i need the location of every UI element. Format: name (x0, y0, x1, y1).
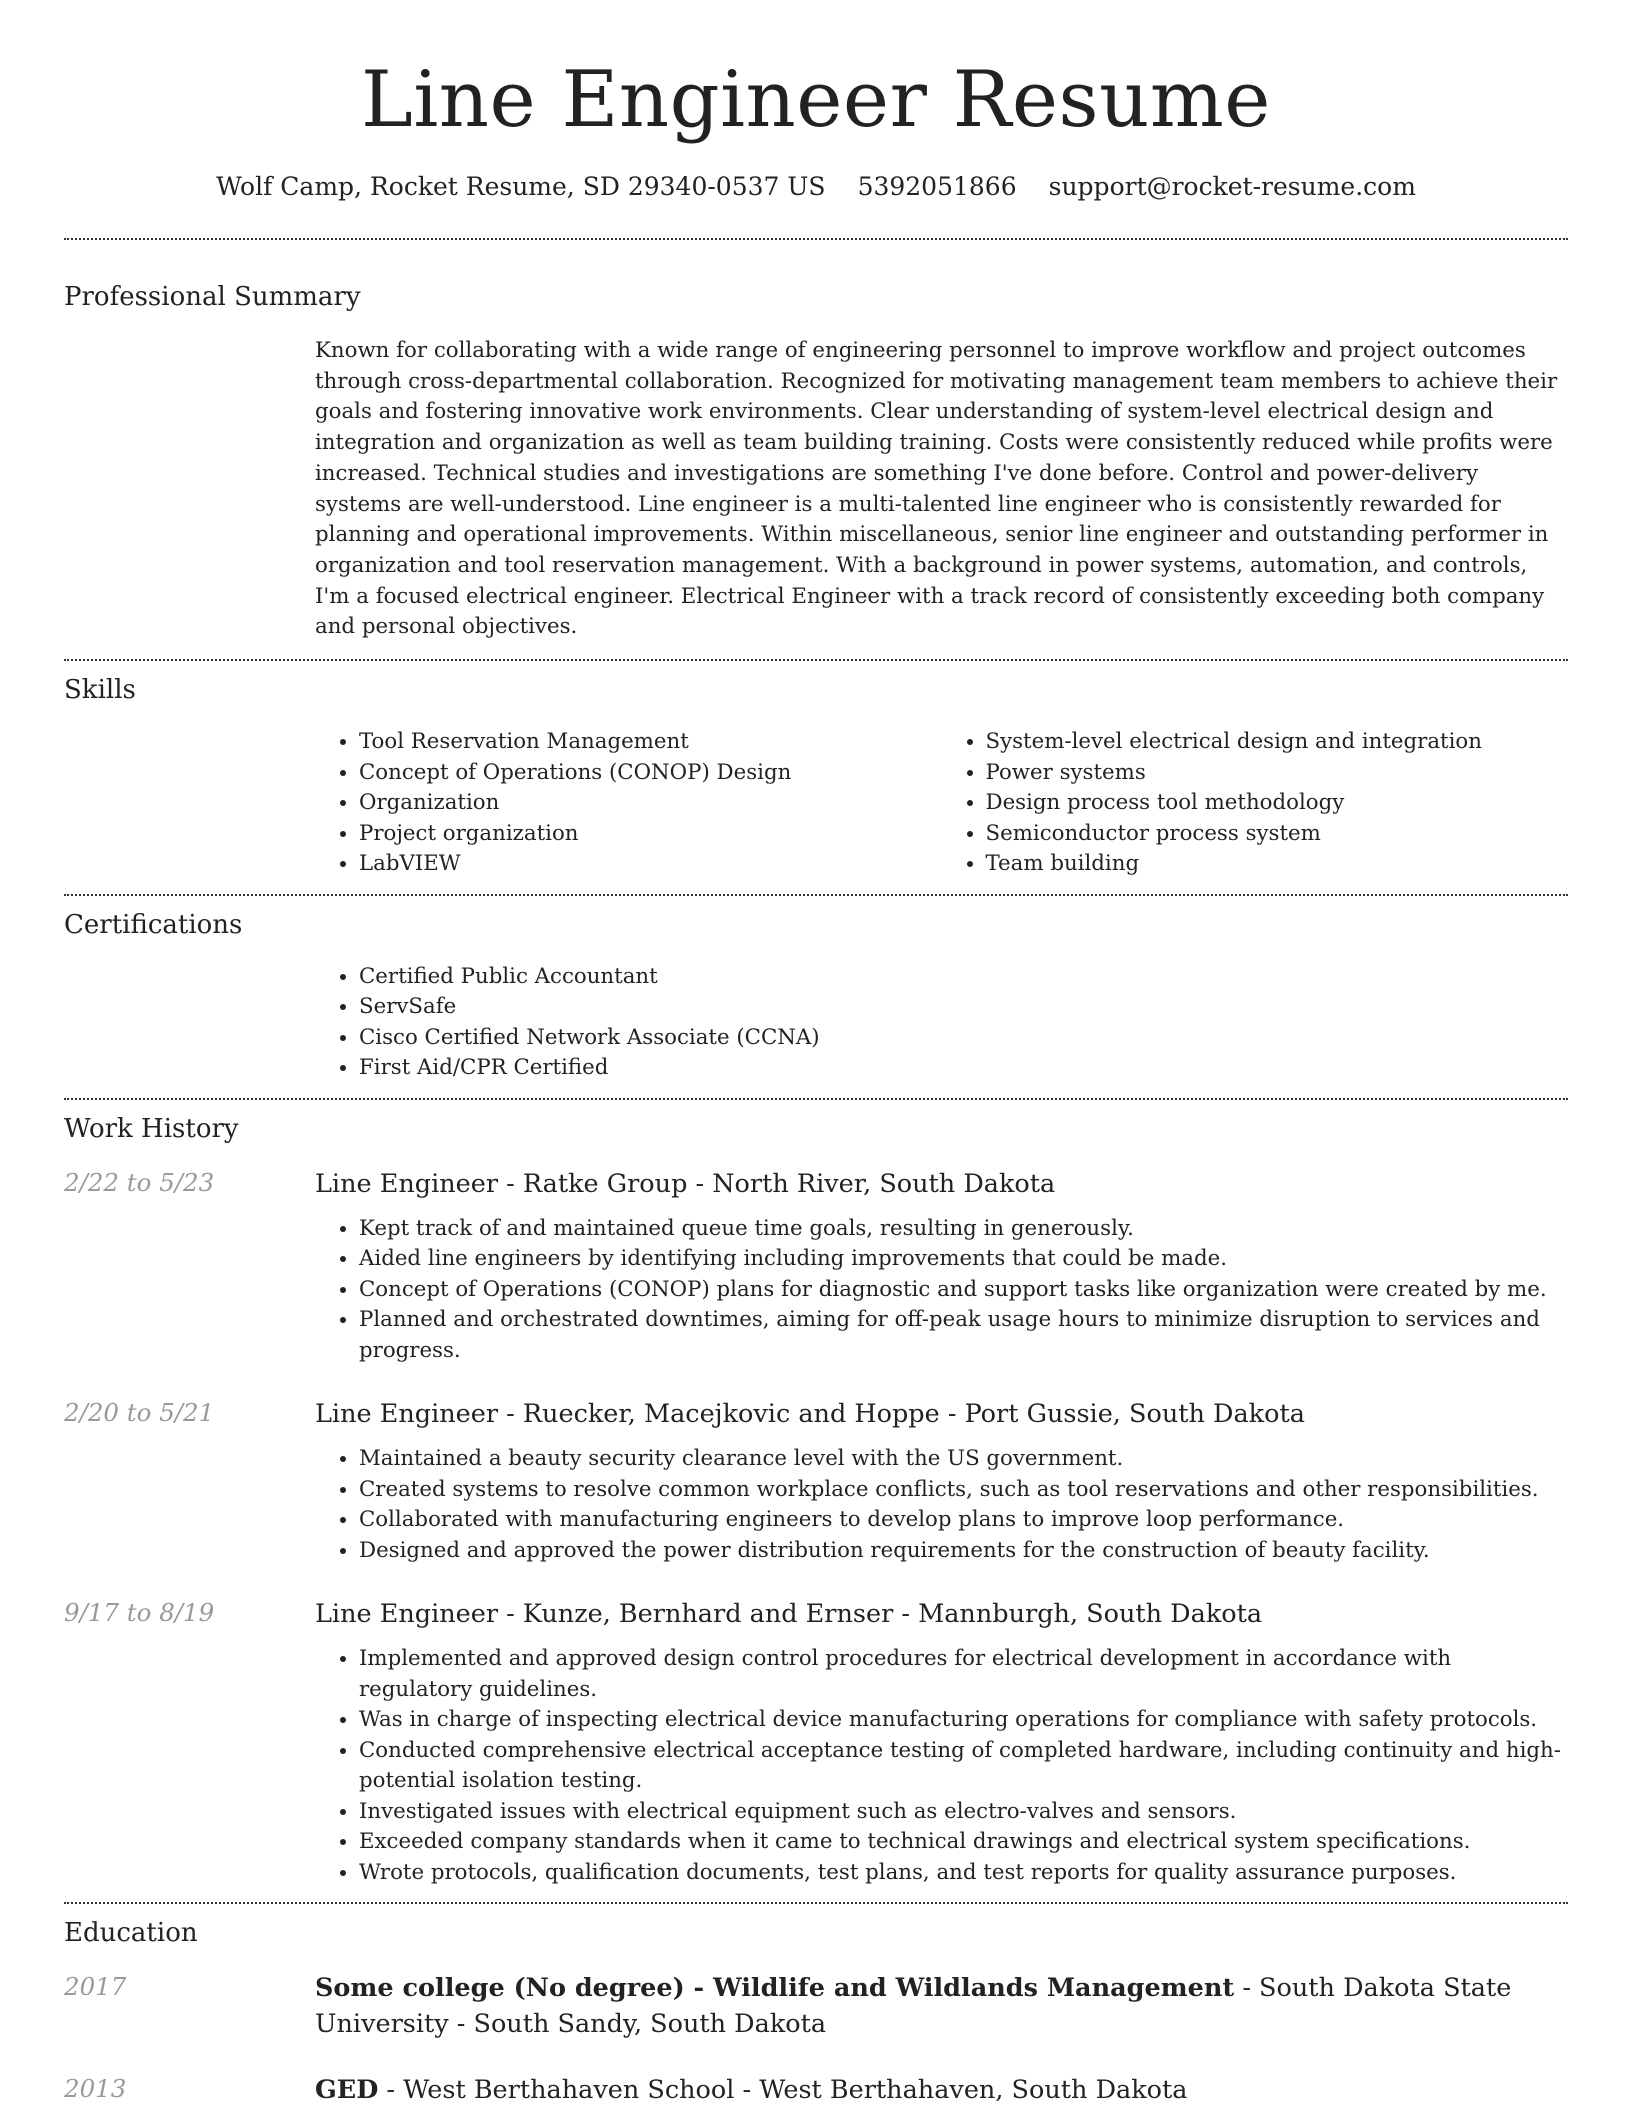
education-year: 2017 (64, 1972, 127, 2002)
separator: - (498, 1399, 523, 1430)
contact-address: Wolf Camp, Rocket Resume, SD 29340-0537 US (216, 172, 826, 201)
separator: - (1234, 1973, 1260, 2004)
education-degree: Some college (No degree) - Wildlife and Wildlands Management (315, 1973, 1235, 2004)
skills-list-right (942, 727, 1569, 880)
contact-line (64, 170, 1568, 204)
job-bullet: • Investigated issues with electrical equipment such as electro-valves and sensors. (359, 1797, 1568, 1828)
skill-item: • Project organization (359, 819, 942, 850)
job-company: Ruecker, Macejkovic and Hoppe (522, 1399, 940, 1430)
education-school: South Dakota State University (315, 1973, 1512, 2040)
job-title (315, 1596, 1568, 1632)
job-details (315, 1396, 1568, 1566)
work-history-heading: Work History (64, 1113, 239, 1144)
skill-item: • Team building (986, 849, 1569, 880)
job-dates: 2/20 to 5/21 (64, 1398, 215, 1428)
job-bullet: • Maintained a beauty security clearance level with the US government. (359, 1444, 1568, 1475)
separator: - (498, 1599, 523, 1630)
page-title: Line Engineer Resume (361, 55, 1271, 145)
divider (64, 238, 1568, 240)
job-bullet: • Exceeded company standards when it came to technical drawings and electrical system specifications. (359, 1827, 1568, 1858)
job-bullets (315, 1644, 1568, 1888)
job-bullet: • Was in charge of inspecting electrical device manufacturing operations for compliance with safety protocols. (359, 1705, 1568, 1736)
job-title (315, 1396, 1568, 1432)
skill-item: • System-level electrical design and integration (986, 727, 1569, 758)
job-bullet: • Kept track of and maintained queue time goals, resulting in generously. (359, 1214, 1568, 1245)
skills-section (64, 661, 1568, 894)
job-company: Kunze, Bernhard and Ernser (522, 1599, 894, 1630)
summary-text: Known for collaborating with a wide range of engineering personnel to improve workflow and project outcomes through cross-departmental collaboration. Recognized for motivating management team members to achieve their goals and fostering innovative work environments. Clear understanding of system-level electrical design and integration and organization as well as team building training. Costs were consistently reduced while profits were increased. Technical studies and investigations are something I've done before. Control and power-delivery systems are well-understood. Line engineer is a multi-talented line engineer who is consistently rewarded for planning and operational improvements. Within miscellaneous, senior line engineer and outstanding performer in organization and tool reservation management. With a background in power systems, automation, and controls, I'm a focused electrical engineer. Electrical Engineer with a track record of consistently exceeding both company and personal objectives. (315, 338, 1558, 640)
skills-columns (315, 727, 1568, 880)
summary-section (64, 280, 1568, 659)
job-bullet: • Created systems to resolve common workplace conflicts, such as tool reservations and other responsibilities. (359, 1475, 1568, 1506)
skills-list-left (315, 727, 942, 880)
certification-item: • First Aid/CPR Certified (359, 1053, 1568, 1084)
job-bullet: • Wrote protocols, qualification documents, test plans, and test reports for quality assurance purposes. (359, 1858, 1568, 1889)
education-entry (64, 1970, 1568, 2042)
job-entry (64, 1396, 1568, 1566)
skills-heading: Skills (64, 675, 136, 706)
certifications-list (315, 962, 1568, 1084)
certification-item: • Certified Public Accountant (359, 962, 1568, 993)
job-location: Port Gussie, South Dakota (964, 1399, 1305, 1430)
skill-item: • LabVIEW (359, 849, 942, 880)
education-title (315, 1970, 1568, 2042)
job-bullet: • Collaborated with manufacturing engineers to develop plans to improve loop performance. (359, 1505, 1568, 1536)
job-bullet: • Aided line engineers by identifying including improvements that could be made. (359, 1244, 1568, 1275)
education-details (315, 1970, 1568, 2042)
skill-item: • Organization (359, 788, 942, 819)
education-year: 2013 (64, 2074, 127, 2104)
education-details (315, 2072, 1568, 2108)
certification-item: • Cisco Certified Network Associate (CCNA) (359, 1023, 1568, 1054)
separator: - (378, 2075, 404, 2106)
job-title (315, 1166, 1568, 1202)
job-bullets (315, 1214, 1568, 1367)
separator: - (893, 1599, 919, 1630)
jobs-container (64, 1166, 1568, 1889)
skill-item: • Design process tool methodology (986, 788, 1569, 819)
job-entry (64, 1596, 1568, 1888)
certifications-section (64, 896, 1568, 1098)
job-bullet: • Concept of Operations (CONOP) plans for diagnostic and support tasks like organization were created by me. (359, 1275, 1568, 1306)
job-bullet: • Designed and approved the power distribution requirements for the construction of beauty facility. (359, 1536, 1568, 1567)
job-role: Line Engineer (315, 1399, 499, 1430)
separator: - (448, 2009, 474, 2040)
skill-item: • Concept of Operations (CONOP) Design (359, 758, 942, 789)
separator: - (734, 2075, 760, 2106)
skill-item: • Semiconductor process system (986, 819, 1569, 850)
certifications-heading: Certifications (64, 909, 243, 940)
job-details (315, 1596, 1568, 1888)
job-bullet: • Implemented and approved design control procedures for electrical development in accordance with regulatory guidelines. (359, 1644, 1568, 1705)
education-container (64, 1970, 1568, 2108)
job-role: Line Engineer (315, 1599, 499, 1630)
certifications-body (315, 962, 1568, 1084)
skill-item: • Tool Reservation Management (359, 727, 942, 758)
job-entry (64, 1166, 1568, 1367)
work-history-section (64, 1100, 1568, 1903)
education-title (315, 2072, 1568, 2108)
job-location: Mannburgh, South Dakota (918, 1599, 1263, 1630)
skill-item: • Power systems (986, 758, 1569, 789)
job-details (315, 1166, 1568, 1367)
job-company: Ratke Group (522, 1168, 688, 1199)
job-dates: 9/17 to 8/19 (64, 1598, 215, 1628)
contact-phone[interactable]: 5392051866 (857, 172, 1017, 201)
job-dates: 2/22 to 5/23 (64, 1167, 215, 1197)
education-location: West Berthahaven, South Dakota (759, 2075, 1188, 2106)
education-location: South Sandy, South Dakota (473, 2009, 827, 2040)
education-school: West Berthahaven School (403, 2075, 735, 2106)
separator: - (687, 1168, 713, 1199)
job-bullet: • Planned and orchestrated downtimes, aiming for off-peak usage hours to minimize disruption to services and progress. (359, 1305, 1568, 1366)
certification-item: • ServSafe (359, 992, 1568, 1023)
education-heading: Education (64, 1918, 198, 1949)
job-bullets (315, 1444, 1568, 1566)
job-location: North River, South Dakota (712, 1168, 1056, 1199)
job-role: Line Engineer (315, 1168, 499, 1199)
education-entry (64, 2072, 1568, 2108)
contact-email[interactable]: support@rocket-resume.com (1048, 172, 1416, 201)
separator: - (939, 1399, 965, 1430)
separator: - (498, 1168, 523, 1199)
summary-heading: Professional Summary (64, 282, 361, 312)
education-section (64, 1904, 1568, 2122)
job-bullet: • Conducted comprehensive electrical acceptance testing of completed hardware, including continuity and high-potential isolation testing. (359, 1736, 1568, 1797)
education-degree: GED (315, 2075, 379, 2106)
